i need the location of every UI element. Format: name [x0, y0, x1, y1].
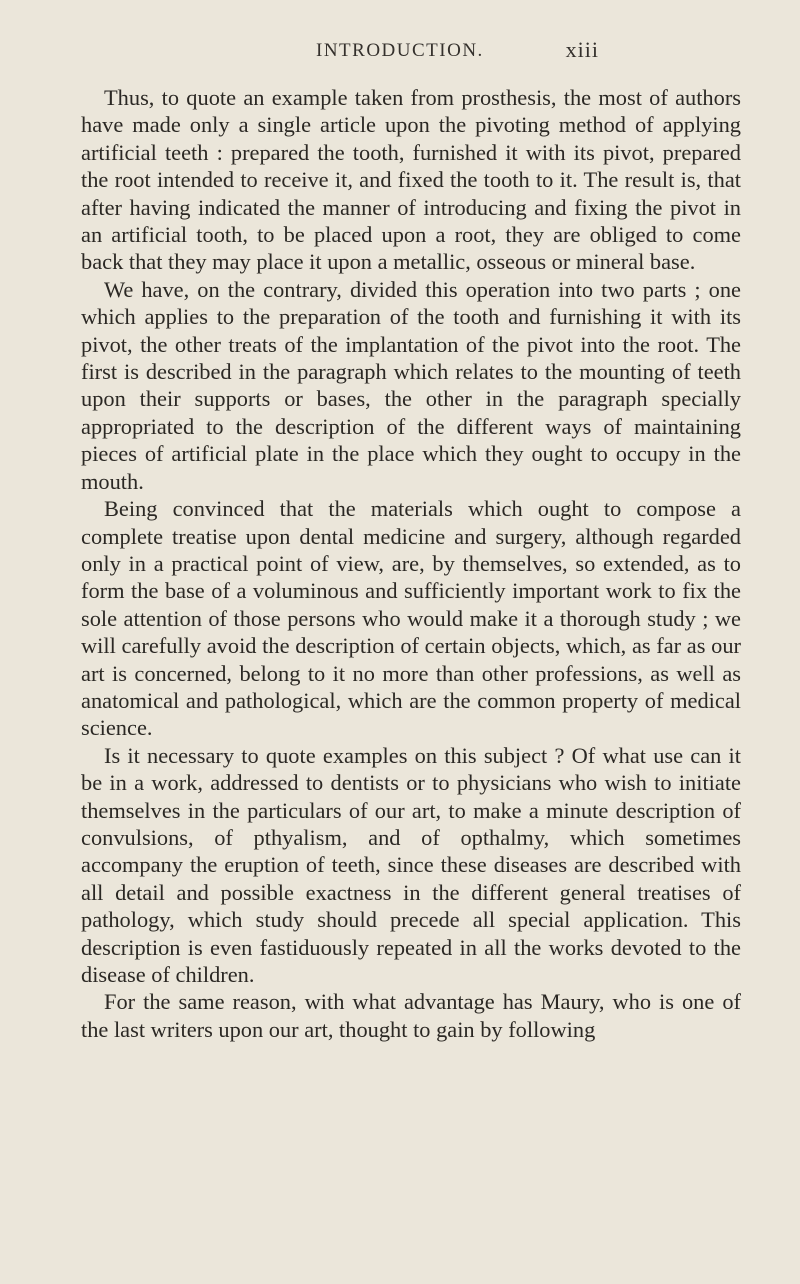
running-head-title: INTRODUCTION.	[316, 40, 484, 61]
paragraph: Thus, to quote an example taken from prosthesis, the most of authors have made only a single article upon the pivoting method of applying artificial teeth : prepared the tooth, furnished it with its pivot, prepared the root intended to receive it, and fixed the tooth to it. The result is, that after having indicated the manner of introducing and fixing the pivot in an artificial tooth, to be placed upon a root, they are obliged to come back that they may place it upon a metallic, osseous or mineral base.	[81, 85, 741, 275]
page-number: xiii	[565, 37, 599, 62]
paragraph: For the same reason, with what advantage has Maury, who is one of the last writers upon our art, thought to gain by following	[81, 989, 741, 1042]
paragraph: Is it necessary to quote examples on this subject ? Of what use can it be in a work, addressed to dentists or to physicians who wish to initiate themselves in the particulars of our art, to make a minute description of convulsions, of pthyalism, and of opthalmy, which sometimes accompany the eruption of teeth, since these diseases are described with all detail and possible exactness in the different general treatises of pathology, which study should precede all special application. This description is even fastiduously repeated in all the works devoted to the disease of children.	[81, 742, 741, 987]
paragraph: We have, on the contrary, divided this operation into two parts ; one which applies to the preparation of the tooth and furnishing it with its pivot, the other treats of the implantation of the pivot into the root. The first is described in the paragraph which relates to the mounting of teeth upon their supports or bases, the other in the paragraph specially appropriated to the description of the different ways of maintaining pieces of artificial plate in the place which they ought to occupy in the mouth.	[81, 276, 741, 494]
paragraph: Being convinced that the materials which ought to compose a complete treatise upon dental medicine and surgery, although regarded only in a practical point of view, are, by themselves, so extended, as to form the base of a voluminous and sufficiently important work to fix the sole attention of those persons who would make it a thorough study ; we will carefully avoid the description of certain objects, which, as far as our art is concerned, belong to it no more than other professions, as well as anatomical and pathological, which are the common property of medical science.	[81, 496, 741, 741]
body-text	[81, 84, 741, 1043]
